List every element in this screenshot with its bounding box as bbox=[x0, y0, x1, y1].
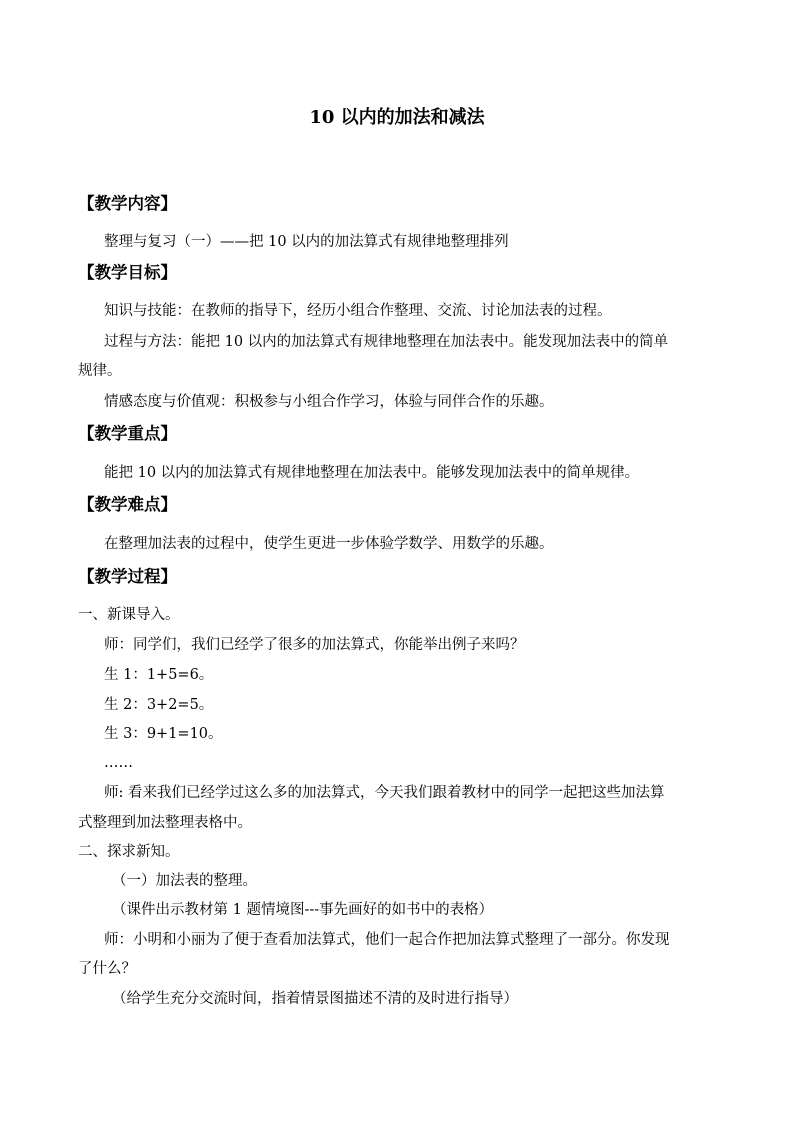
goal-knowledge: 知识与技能：在教师的指导下，经历小组合作整理、交流、讨论加法表的过程。 bbox=[104, 303, 612, 319]
heading-teaching-content: 【教学内容】 bbox=[78, 194, 177, 213]
goal-process-line1: 过程与方法：能把 10 以内的加法算式有规律地整理在加法表中。能发现加法表中的简单 bbox=[104, 334, 669, 350]
document-title: 10 以内的加法和减法 bbox=[309, 107, 485, 128]
process-item-5: 生 3：9+1=10。 bbox=[104, 726, 223, 742]
process-item-11-line2: 了什么？ bbox=[78, 961, 136, 977]
process-item-7-line2: 式整理到加法整理表格中。 bbox=[78, 815, 252, 831]
process-item-8: 二、探求新知。 bbox=[78, 844, 180, 860]
process-item-10: （课件出示教材第 1 题情境图---事先画好的如书中的表格） bbox=[112, 902, 494, 918]
process-item-11-line1: 师：小明和小丽为了便于查看加法算式，他们一起合作把加法算式整理了一部分。你发现 bbox=[104, 932, 670, 948]
process-item-4: 生 2：3+2=5。 bbox=[104, 697, 214, 713]
difficulties-text: 在整理加法表的过程中，使学生更进一步体验学数学、用数学的乐趣。 bbox=[104, 536, 554, 552]
process-item-2: 师：同学们，我们已经学了很多的加法算式，你能举出例子来吗？ bbox=[104, 637, 525, 653]
goal-attitude: 情感态度与价值观：积极参与小组合作学习，体验与同伴合作的乐趣。 bbox=[104, 394, 554, 410]
process-item-9: （一）加法表的整理。 bbox=[112, 873, 257, 889]
process-item-6: …… bbox=[104, 755, 133, 771]
heading-difficulties: 【教学难点】 bbox=[78, 495, 177, 514]
process-item-12: （给学生充分交流时间，指着情景图描述不清的及时进行指导） bbox=[112, 991, 518, 1007]
process-item-7-line1: 师: 看来我们已经学过这么多的加法算式，今天我们跟着教材中的同学一起把这些加法算 bbox=[104, 785, 665, 801]
heading-key-points: 【教学重点】 bbox=[78, 424, 177, 443]
process-item-3: 生 1：1+5=6。 bbox=[104, 667, 214, 683]
heading-teaching-process: 【教学过程】 bbox=[78, 567, 177, 586]
heading-teaching-goals: 【教学目标】 bbox=[78, 263, 177, 282]
goal-process-line2: 规律。 bbox=[78, 363, 122, 379]
process-item-1: 一、新课导入。 bbox=[78, 607, 180, 623]
teaching-content-text: 整理与复习（一）——把 10 以内的加法算式有规律地整理排列 bbox=[104, 234, 509, 250]
key-points-text: 能把 10 以内的加法算式有规律地整理在加法表中。能够发现加法表中的简单规律。 bbox=[104, 465, 640, 481]
